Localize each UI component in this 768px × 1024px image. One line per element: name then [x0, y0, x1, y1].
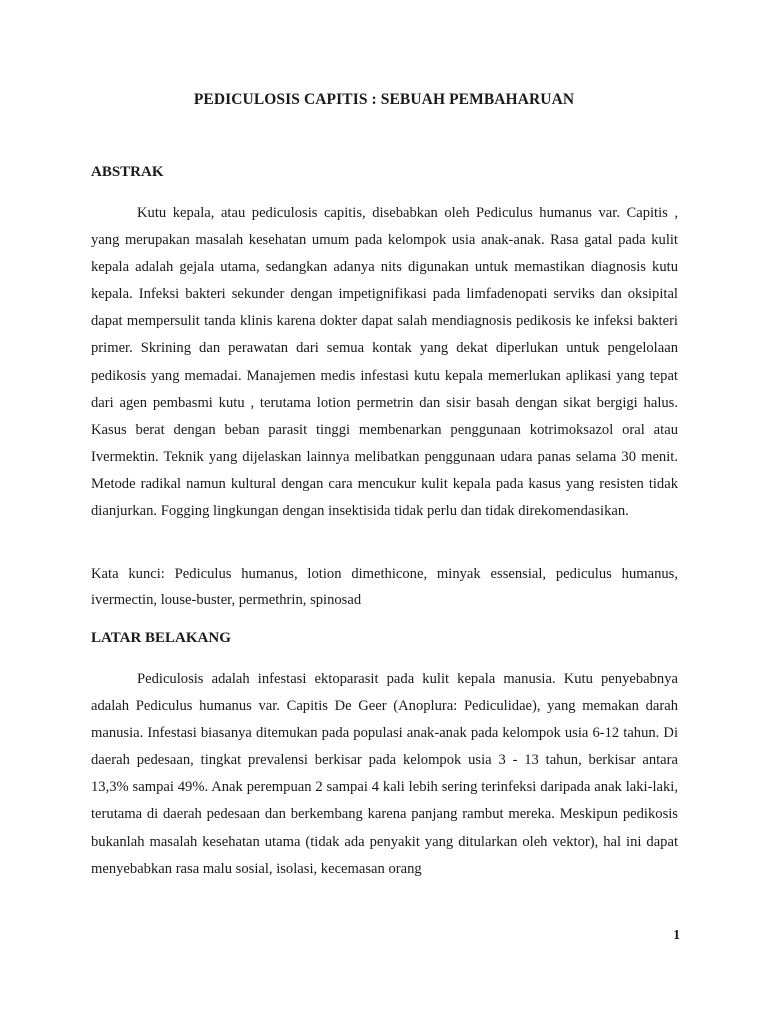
background-heading: LATAR BELAKANG: [91, 630, 231, 646]
document-title: PEDICULOSIS CAPITIS : SEBUAH PEMBAHARUAN: [193, 91, 575, 108]
abstract-paragraph: Kutu kepala, atau pediculosis capitis, disebabkan oleh Pediculus humanus var. Capitis , yang merupakan masalah kesehatan umum pada kelompok usia anak-anak. Rasa gatal pada kulit kepala adalah gejala utama, sedangkan adanya nits digunakan untuk memastikan diagnosis kutu kepala. Infeksi bakteri sekunder dengan impetignifikasi pada limfadenopati serviks dan oksipital dapat mempersulit tanda klinis karena dokter dapat salah mendiagnosis pedikosis ke infeksi bakteri primer. Skrining dan perawatan dari semua kontak yang dekat diperlukan untuk pengelolaan pedikosis yang memadai. Manajemen medis infestasi kutu kepala memerlukan aplikasi yang tepat dari agen pembasmi kutu , terutama lotion permetrin dan sisir basah dengan sikat bergigi halus. Kasus berat dengan beban parasit tinggi membenarkan penggunaan kotrimoksazol oral atau Ivermektin. Teknik yang dijelaskan lainnya melibatkan penggunaan udara panas selama 30 menit. Metode radikal namun kultural dengan cara mencukur kulit kepala pada kasus yang resisten tidak dianjurkan. Fogging lingkungan dengan insektisida tidak perlu dan tidak direkomendasikan.: [91, 205, 678, 520]
abstract-heading: ABSTRAK: [91, 164, 164, 180]
keywords-paragraph: Kata kunci: Pediculus humanus, lotion dimethicone, minyak essensial, pediculus humanus, ivermectin, louse-buster, permethrin, spinosad: [91, 566, 678, 608]
page-number: 1: [673, 927, 680, 942]
background-paragraph: Pediculosis adalah infestasi ektoparasit pada kulit kepala manusia. Kutu penyebabnya adalah Pediculus humanus var. Capitis De Geer (Anoplura: Pediculidae), yang memakan darah manusia. Infestasi biasanya ditemukan pada populasi anak-anak pada kelompok usia 6-12 tahun. Di daerah pedesaan, tingkat prevalensi berkisar pada kelompok usia 3 - 13 tahun, berkisar antara 13,3% sampai 49%. Anak perempuan 2 sampai 4 kali lebih sering terinfeksi daripada anak laki-laki, terutama di daerah pedesaan dan berkembang karena panjang rambut mereka. Meskipun pedikosis bukanlah masalah kesehatan utama (tidak ada penyakit yang ditularkan oleh vektor), hal ini dapat menyebabkan rasa malu sosial, isolasi, kecemasan orang: [91, 671, 678, 877]
